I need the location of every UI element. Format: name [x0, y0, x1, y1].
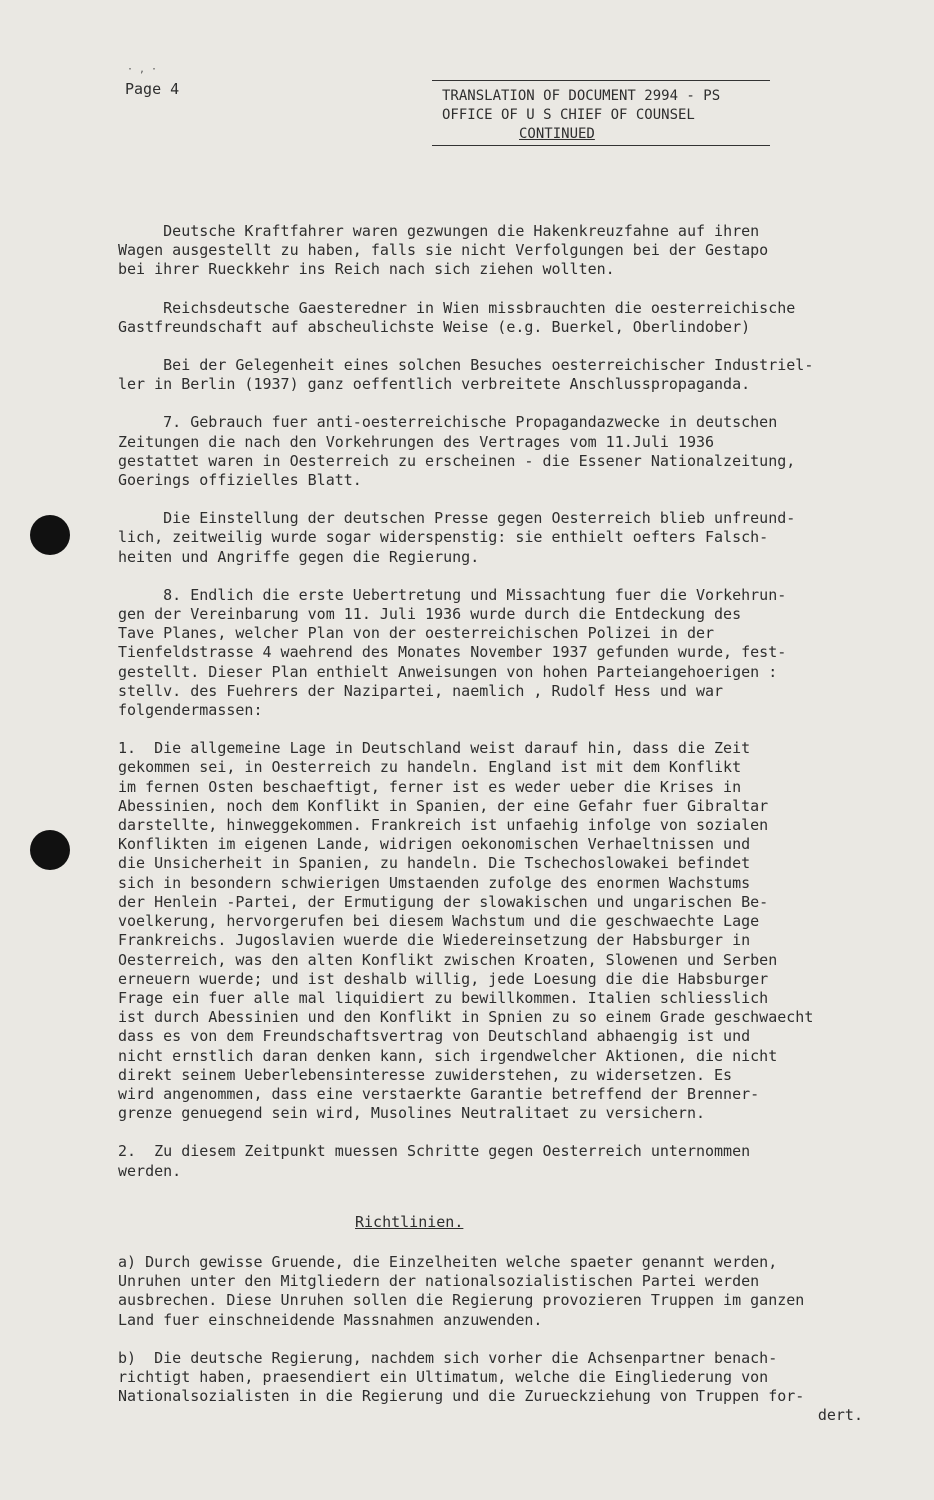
header-continued: CONTINUED: [519, 126, 595, 142]
header-rule: [432, 145, 770, 146]
section-heading: Richtlinien.: [355, 1213, 464, 1231]
paragraph-industrieller: Bei der Gelegenheit eines solchen Besuches oesterreichischer Industriel- ler in Berlin (1937) ganz oeffentlich verbreitete Anschlusspropaganda.: [118, 356, 814, 394]
paragraph-presse: Die Einstellung der deutschen Presse gegen Oesterreich blieb unfreund- lich, zeitweilig wurde sogar widerspenstig: sie enthielt oefters Falsch- heiten und Angriffe gegen die Regierung.: [118, 509, 796, 566]
paragraph-gaesteredner: Reichsdeutsche Gaesteredner in Wien missbrauchten die oesterreichische Gastfreundschaft auf abscheulichste Weise (e.g. Buerkel, Oberlindober): [118, 298, 796, 336]
guidelines-body: [118, 1253, 863, 1426]
punch-hole-bottom: [30, 830, 70, 870]
header-office: OFFICE OF U S CHIEF OF COUNSEL: [442, 107, 695, 123]
guideline-b: b) Die deutsche Regierung, nachdem sich vorher die Achsenpartner benach- richtigt haben, praesendiert ein Ultimatum, welche die Eingliederung von Nationalsozialisten in die Regierung und die Zurueckziehung von Truppen for-: [118, 1348, 805, 1406]
guideline-b-end: dert.: [817, 1406, 863, 1425]
header-title: TRANSLATION OF DOCUMENT 2994 - PS: [442, 88, 721, 104]
paragraph-point-7: 7. Gebrauch fuer anti-oesterreichische Propagandazwecke in deutschen Zeitungen die nach den Vorkehrungen des Vertrages vom 11.Juli 1936 gestattet waren in Oesterreich zu erscheinen - die Essener Nationalzeitung, Goerings offizielles Blatt.: [118, 413, 796, 490]
paragraph-point-8: 8. Endlich die erste Uebertretung und Missachtung fuer die Vorkehrun- gen der Vereinbarung vom 11. Juli 1936 wurde durch die Entdeckung des Tave Planes, welcher Plan von der oesterreichischen Polizei in der Tienfeldstrasse 4 waehrend des Monates November 1937 gefunden wurde, fest- gestellt. Dieser Plan enthielt Anweisungen von hohen Parteiangehoerigen : stellv. des Fuehrers der Nazipartei, naemlich , Rudolf Hess und war folgendermassen:: [118, 585, 787, 720]
paragraph-lage-1: 1. Die allgemeine Lage in Deutschland weist darauf hin, dass die Zeit gekommen sei, in Oesterreich zu handeln. England ist mit dem Konflikt im fernen Osten beschaeftigt, ferner ist es weder ueber die Krises in Abessinien, noch dem Konflikt in Spanien, der eine Gefahr fuer Gibraltar darstellte, hinweggekommen. Frankreich ist unfaehig infolge von sozialen Konflikten im eigenen Lande, widrigen oekonomischen Verhaeltnissen und die Unsicherheit in Spanien, zu handeln. Die Tschechoslowakei befindet sich in besondern schwierigen Umstaenden zufolge des enormen Wachstums der Henlein -Partei, der Ermutigung der slowakischen und ungarischen Be- voelkerung, hervorgerufen bei diesem Wachstum und die geschwaechte Lage Frankreichs. Jugoslavien wuerde die Wiedereinsetzung der Habsburger in Oesterreich, was den alten Konflikt zwischen Kroaten, Slowenen und Serben erneuern wuerde; und ist deshalb willig, jede Loesung die die Habsburger Frage ein fuer alle mal liquidiert zu bewillkommen. Italien schliesslich ist durch Abessinien und den Konflikt in Spnien zu so einem Grade geschwaecht dass es von dem Freundschaftsvertrag von Deutschland abhaengig ist und nicht ernstlich daran denken kann, sich irgendwelcher Aktionen, die nicht direkt seinem Ueberlebensinteresse zuwiderstehen, zu widersetzen. Es wird angenommen, dass eine verstaerkte Garantie betreffend der Brenner- grenze genuegend sein wird, Musolines Neutralitaet zu versichern.: [118, 739, 814, 1123]
page-number: Page 4: [125, 80, 180, 98]
punch-hole-top: [30, 515, 70, 555]
paragraph-kraftfahrer: Deutsche Kraftfahrer waren gezwungen die Hakenkreuzfahne auf ihren Wagen ausgestellt zu haben, falls sie nicht Verfolgungen bei der Gestapo bei ihrer Rueckkehr ins Reich nach sich ziehen wollten.: [118, 222, 769, 279]
document-header: [432, 80, 770, 144]
document-body: [118, 222, 863, 1181]
paragraph-lage-2: 2. Zu diesem Zeitpunkt muessen Schritte gegen Oesterreich unternommen werden.: [118, 1142, 751, 1180]
margin-marks: ·,·: [127, 64, 164, 75]
guideline-a: a) Durch gewisse Gruende, die Einzelheiten welche spaeter genannt werden, Unruhen unter den Mitgliedern der nationalsozialistischen Partei werden ausbrechen. Diese Unruhen sollen die Regierung provozieren Truppen im ganzen Land fuer einschneidende Massnahmen anzuwenden.: [118, 1253, 805, 1329]
